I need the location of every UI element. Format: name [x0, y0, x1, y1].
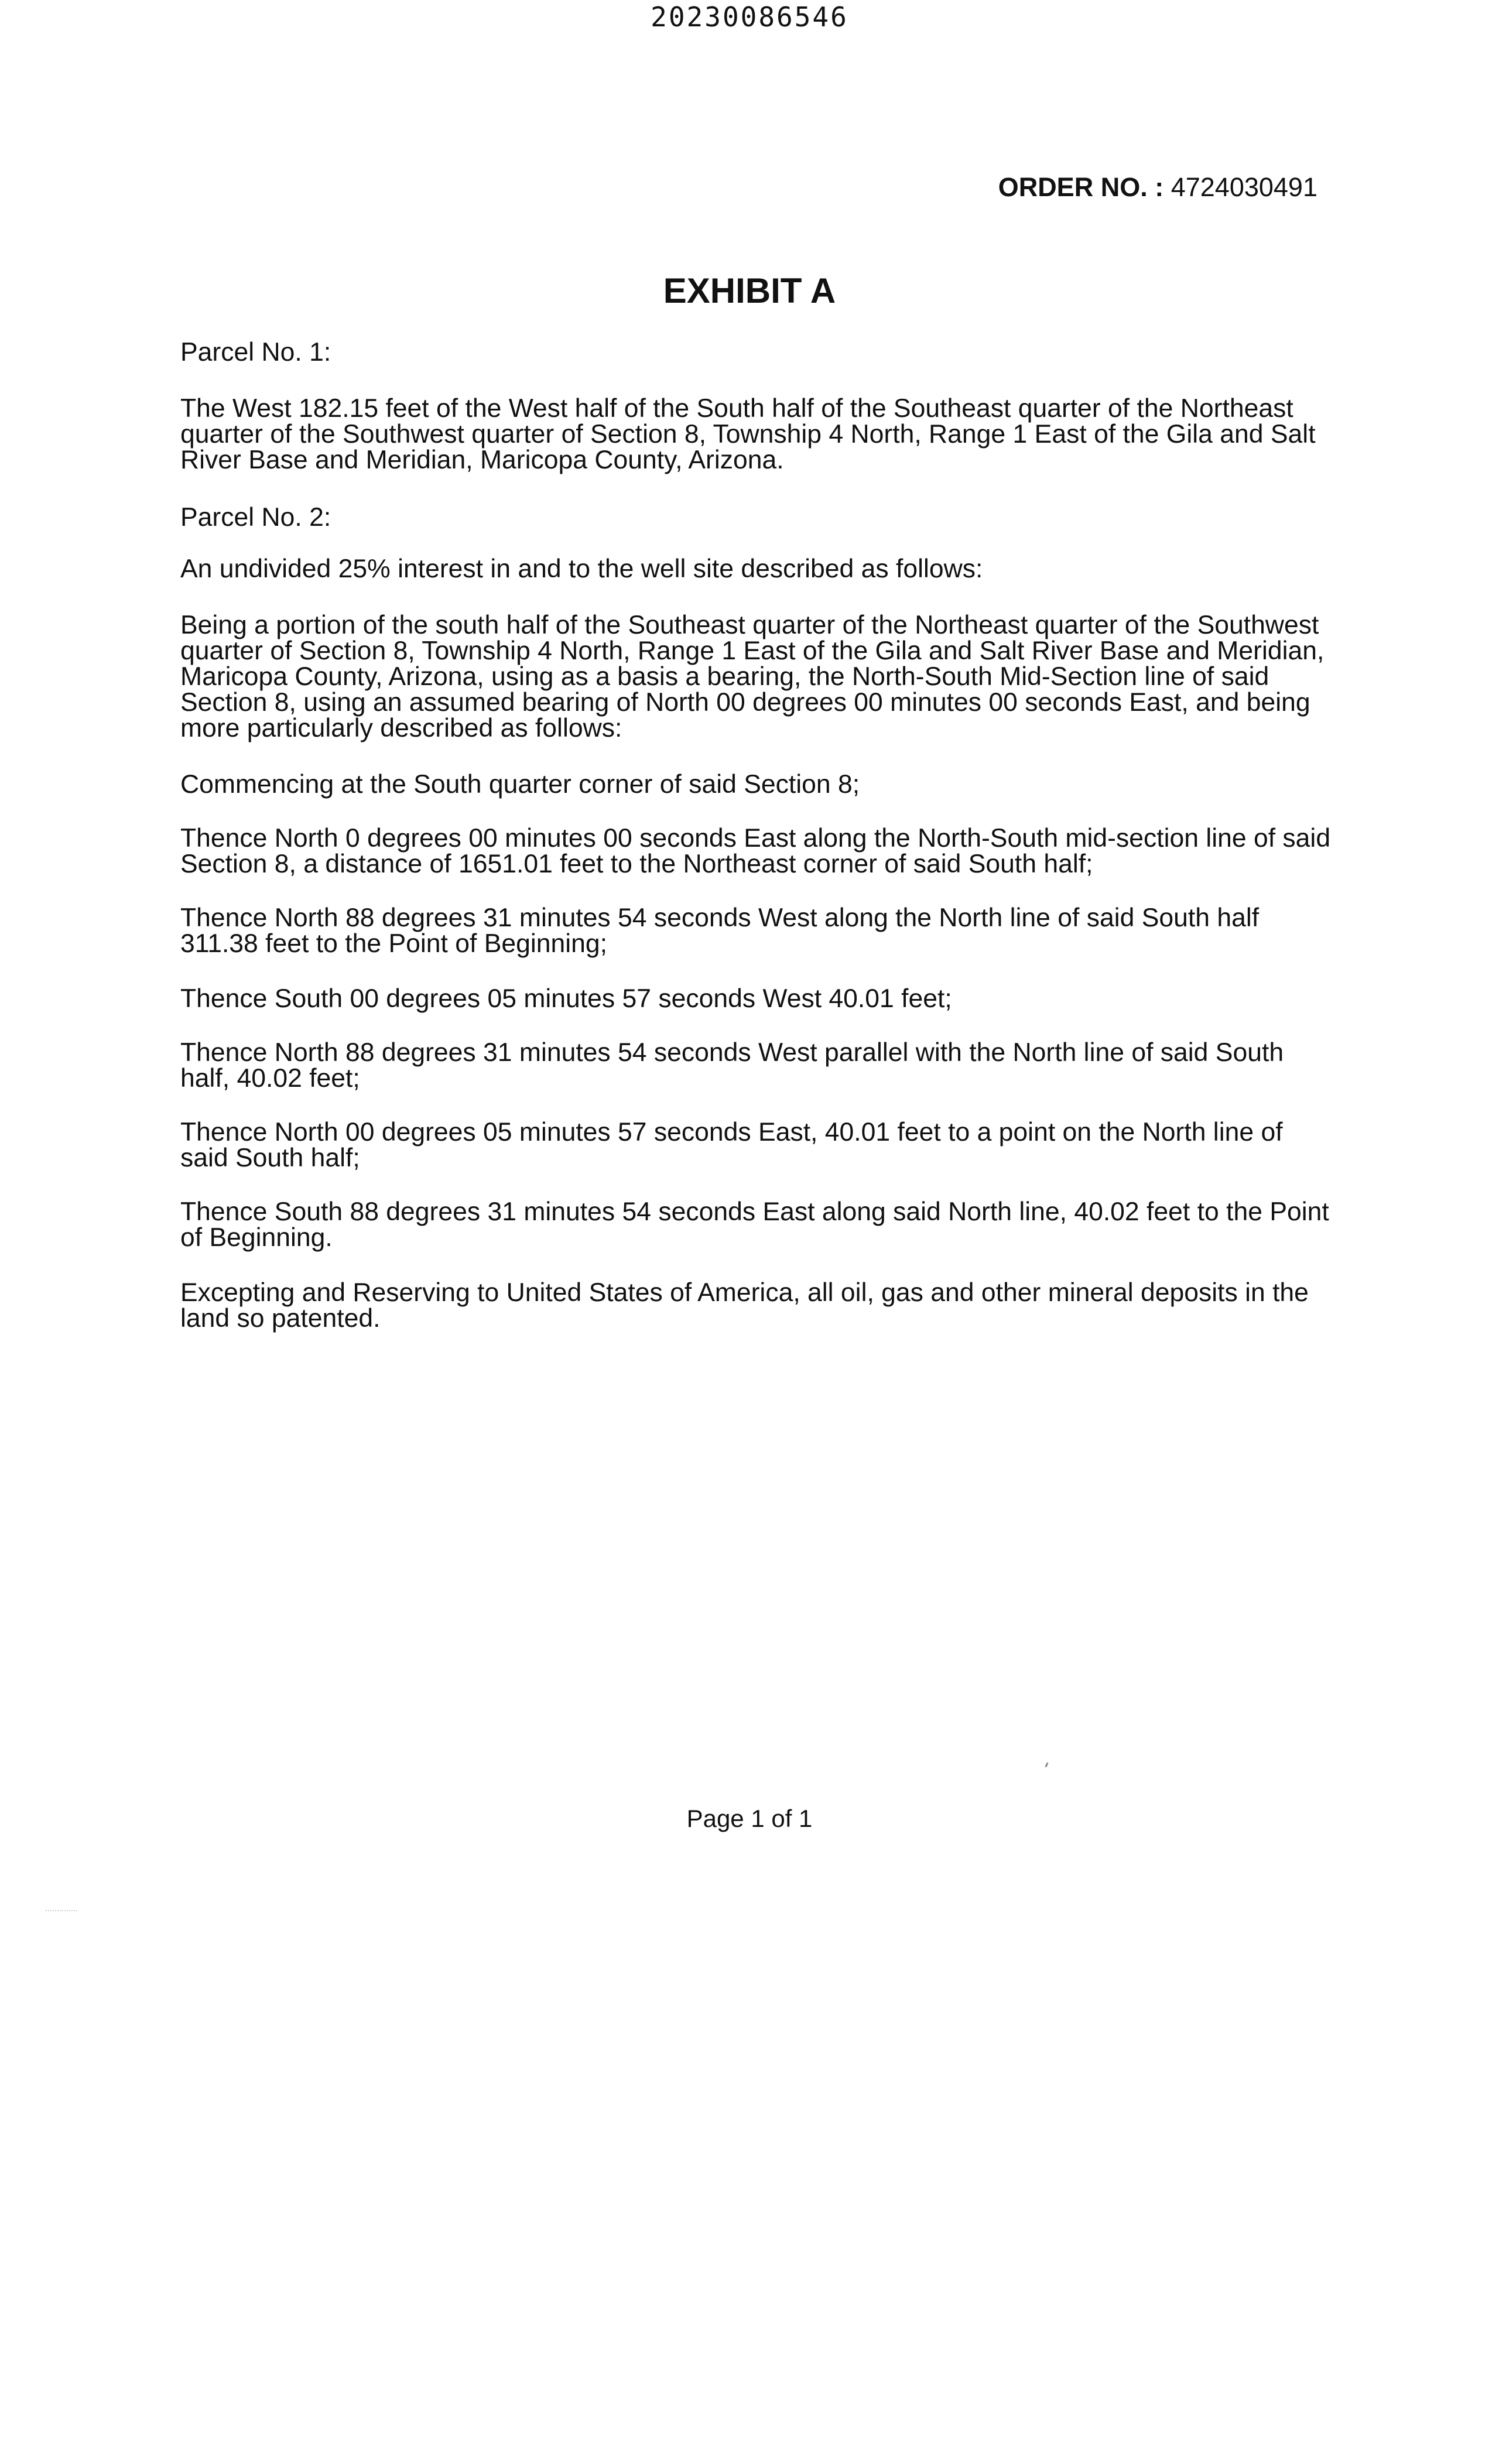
course-3: Thence South 00 degrees 05 minutes 57 seconds West 40.01 feet;	[180, 984, 952, 1013]
commencing-point: Commencing at the South quarter corner of said Section 8;	[180, 770, 860, 799]
course-6: Thence South 88 degrees 31 minutes 54 seconds East along said North line, 40.02 feet to the Point of Beginning.	[180, 1197, 1329, 1252]
course-4: Thence North 88 degrees 31 minutes 54 seconds West parallel with the North line of said South half, 40.02 feet;	[180, 1038, 1284, 1093]
page-number-footer: Page 1 of 1	[686, 1805, 813, 1832]
course-5: Thence North 00 degrees 05 minutes 57 seconds East, 40.01 feet to a point on the North line of said South half;	[180, 1118, 1283, 1172]
order-number-label: ORDER NO. :	[998, 172, 1164, 202]
parcel-2-heading: Parcel No. 2:	[180, 503, 331, 532]
scan-artifact	[46, 1910, 77, 1912]
order-number-line	[998, 172, 1317, 203]
parcel-2-intro: An undivided 25% interest in and to the well site described as follows:	[180, 555, 983, 583]
parcel-1-heading: Parcel No. 1:	[180, 338, 331, 367]
parcel-2-description: Being a portion of the south half of the Southeast quarter of the Northeast quarter of the Southwest quarter of Section 8, Township 4 North, Range 1 East of the Gila and Salt River Base and Meridian, Maricopa County, Arizona, using as a basis a bearing, the North-South Mid-Section line of said Section 8, using an assumed bearing of North 00 degrees 00 minutes 00 seconds East, and being more particularly described as follows:	[180, 611, 1325, 742]
order-number-value: 4724030491	[1171, 172, 1317, 202]
course-1: Thence North 0 degrees 00 minutes 00 seconds East along the North-South mid-section line of said Section 8, a distance of 1651.01 feet to the Northeast corner of said South half;	[180, 824, 1331, 878]
parcel-1-legal-description: The West 182.15 feet of the West half of the South half of the Southeast quarter of the Northeast quarter of the Southwest quarter of Section 8, Township 4 North, Range 1 East of the Gila and Salt River Base and Meridian, Maricopa County, Arizona.	[180, 394, 1316, 474]
exhibit-title: EXHIBIT A	[663, 271, 836, 310]
course-2: Thence North 88 degrees 31 minutes 54 seconds West along the North line of said South half 311.38 feet to the Point of Beginning;	[180, 904, 1260, 958]
mineral-reservation: Excepting and Reserving to United States of America, all oil, gas and other mineral deposits in the land so patented.	[180, 1278, 1309, 1333]
recording-number: 20230086546	[651, 1, 848, 33]
scan-mark	[1045, 1763, 1048, 1768]
